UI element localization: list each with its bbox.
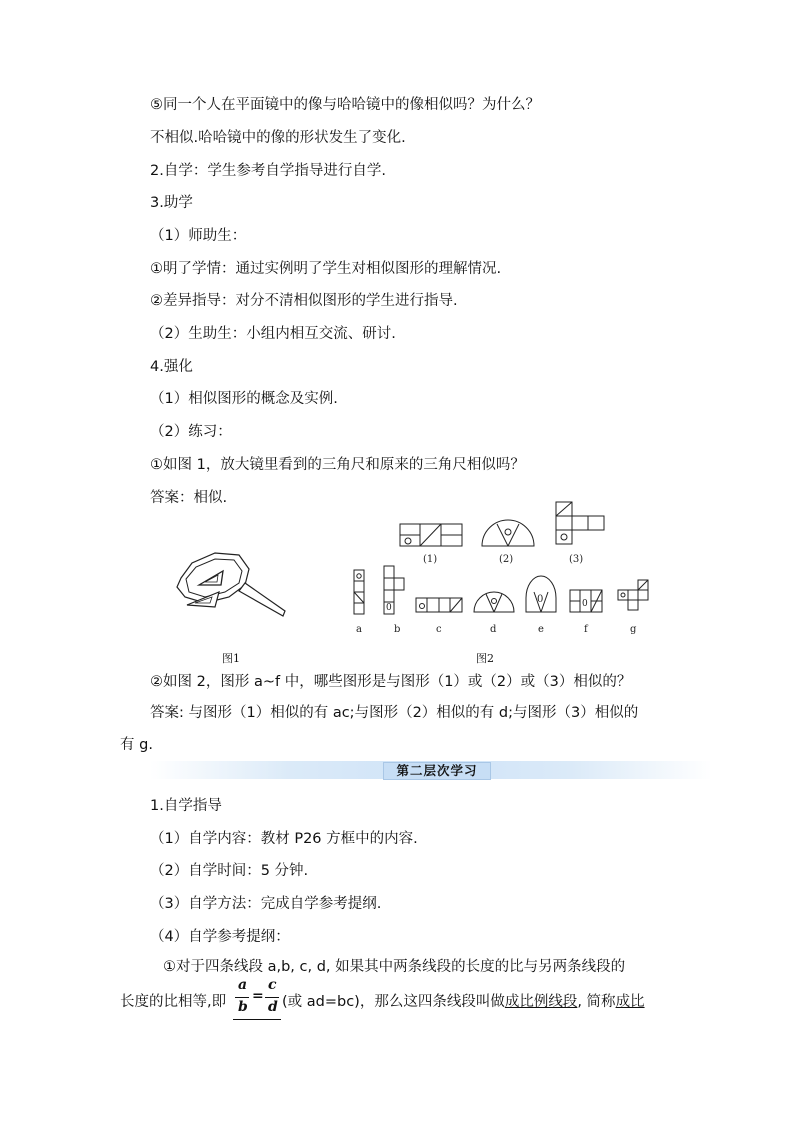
term-short-name: 成比 [615, 994, 645, 1010]
fraction-c: c [268, 977, 277, 993]
fraction-d: d [268, 999, 278, 1015]
text-line: ①明了学情：通过实例明了学生对相似图形的理解情况. [150, 261, 502, 277]
shape-d-label: d [490, 624, 497, 635]
shape-b-label: b [394, 624, 401, 635]
shape-b-digit: 0 [386, 603, 392, 613]
text-line: 答案: 与图形（1）相似的有 ac;与图形（2）相似的有 d;与图形（3）相似的 [150, 705, 639, 721]
fraction-equals: = [252, 988, 264, 1004]
text-line: （2）练习： [150, 424, 232, 440]
text-line: 2.自学：学生参考自学指导进行自学. [150, 163, 386, 179]
text-line: 长度的比相等,即 [120, 994, 227, 1010]
figure-2-shapes [340, 494, 660, 642]
text-line: （1）自学内容：教材 P26 方框中的内容. [150, 831, 418, 847]
shape-2-label: (2) [499, 554, 514, 565]
term-proportional-segments: 成比例线段 [504, 994, 578, 1010]
text-line: 有 g. [120, 737, 153, 753]
fraction-underline [233, 1019, 281, 1020]
shape-f-label: f [584, 624, 588, 635]
text-line: （1）相似图形的概念及实例. [150, 391, 338, 407]
text-line: 答案：相似. [150, 490, 228, 506]
text-line: 4.强化 [150, 359, 193, 375]
text-line: ②差异指导：对分不清相似图形的学生进行指导. [150, 293, 458, 309]
text-line-continued [282, 992, 645, 1012]
text-line: 1.自学指导 [150, 798, 222, 814]
figure-1-caption: 图1 [222, 652, 240, 665]
shape-3-label: (3) [569, 554, 584, 565]
figure-2-caption: 图2 [476, 652, 494, 665]
proportion-fraction [233, 977, 281, 1021]
shape-c-label: c [436, 624, 442, 635]
text-line: ②如图 2，图形 a~f 中，哪些图形是与图形（1）或（2）或（3）相似的？ [150, 674, 632, 690]
fraction-bar-left [235, 997, 249, 998]
text-line: ⑤同一个人在平面镜中的像与哈哈镜中的像相似吗？为什么？ [150, 97, 540, 113]
section-banner-label: 第二层次学习 [383, 762, 491, 780]
fraction-a: a [238, 977, 248, 993]
shape-e-digit: 0 [537, 594, 544, 605]
shape-a-label: a [356, 624, 362, 635]
text-line: 不相似.哈哈镜中的像的形状发生了变化. [150, 130, 406, 146]
text-line: 3.助学 [150, 195, 193, 211]
text-line: ①对于四条线段 a,b, c, d, 如果其中两条线段的长度的比与另两条线段的 [163, 959, 626, 975]
shape-e-label: e [538, 624, 544, 635]
text-line: （4）自学参考提纲： [150, 929, 290, 945]
text-line: ①如图 1，放大镜里看到的三角尺和原来的三角尺相似吗？ [150, 457, 525, 473]
text-line: （1）师助生： [150, 228, 247, 244]
shape-g-label: g [630, 624, 637, 635]
figure-1-magnifier [165, 545, 295, 640]
fraction-bar-right [265, 997, 279, 998]
shape-1-label: (1) [423, 554, 438, 565]
text-span: , 简称 [577, 994, 616, 1010]
text-span: (或 ad=bc)，那么这四条线段叫做 [282, 994, 505, 1010]
fraction-b: b [238, 999, 248, 1015]
text-line: （2）生助生：小组内相互交流、研讨. [150, 326, 396, 342]
text-line: （3）自学方法：完成自学参考提纲. [150, 896, 382, 912]
shape-f-digit: 0 [582, 599, 588, 609]
text-line: （2）自学时间：5 分钟. [150, 863, 309, 879]
